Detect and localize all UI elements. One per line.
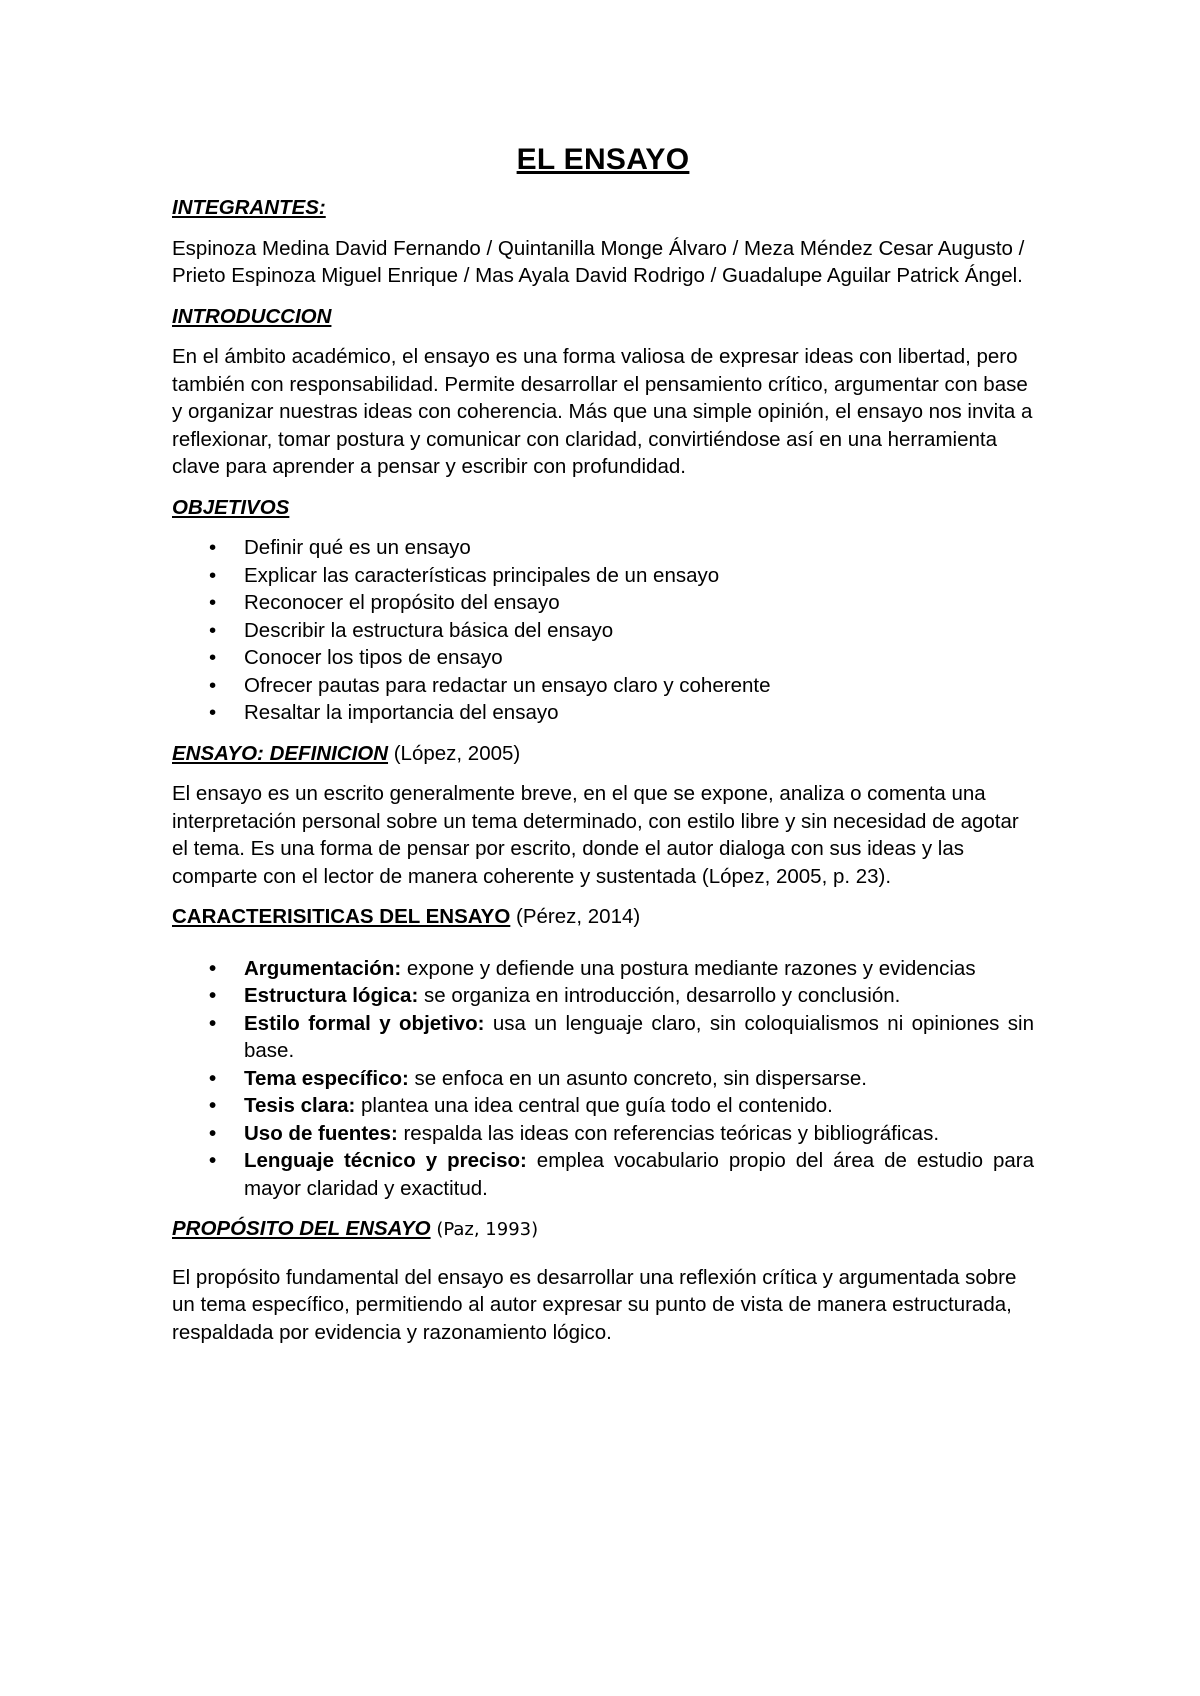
bullet-icon: • [209,563,217,587]
list-item-desc: respalda las ideas con referencias teóricas y bibliográficas. [397,1121,940,1145]
list-item-desc: plantea una idea central que guía todo el contenido. [355,1094,833,1117]
list-item-text: Definir qué es un ensayo [244,536,471,559]
introduccion-heading [172,303,1034,331]
definicion-text: El ensayo es un escrito generalmente breve, en el que se expone, analiza o comenta una interpretación personal sobre un tema determinado, con estilo libre y sin necesidad de agotar el tema. Es una forma de pensar por escrito, donde el autor dialoga con sus ideas y las comparte con el lector de manera coherente y sustentada (López, 2005, p. 23). [172,782,1019,888]
objetivos-heading-text: OBJETIVOS [172,495,290,519]
list-item-desc: usa un lenguaje claro, sin coloquialismos ni opiniones sin base. [244,1011,1034,1062]
list-item-term: Estilo formal y objetivo: [244,1011,485,1035]
list-item-desc: se organiza en introducción, desarrollo y conclusión. [418,984,901,1007]
list-item-term: Tesis clara: [244,1094,356,1117]
list-item-text: Explicar las características principales de un ensayo [244,563,720,587]
document-title: EL ENSAYO [516,143,690,176]
bullet-icon: • [209,1149,217,1172]
bullet-icon: • [209,673,217,697]
integrantes-heading [172,194,1034,222]
list-item-desc: emplea vocabulario propio del área de estudio para mayor claridad y exactitud. [244,1149,1034,1200]
bullet-icon: • [209,1011,217,1035]
bullet-icon: • [209,1094,217,1117]
list-item-text: Reconocer el propósito del ensayo [244,591,560,614]
list-item [172,1065,1034,1093]
list-item-term: Tema específico: [244,1066,409,1090]
definicion-citation: (López, 2005) [388,741,521,765]
list-item-term: Estructura lógica: [244,984,419,1007]
introduccion-heading-text: INTRODUCCION [172,304,332,328]
list-item-term: Uso de fuentes: [244,1121,398,1145]
list-item-term: Argumentación: [244,956,402,980]
proposito-citation: (Paz, 1993) [430,1219,539,1240]
list-item-desc: expone y defiende una postura mediante razones y evidencias [401,956,976,980]
bullet-icon: • [209,646,217,669]
caracteristicas-heading [172,903,1034,931]
list-item [172,1147,1034,1202]
list-item-term: Lenguaje técnico y preciso: [244,1149,527,1172]
proposito-text: El propósito fundamental del ensayo es desarrollar una reflexión crítica y argumentada sobre un tema específico, permitiendo al autor expresar su punto de vista de manera estructurada, respaldada por evidencia y razonamiento lógico. [172,1265,1017,1344]
definicion-heading [172,740,1034,768]
list-item [172,699,1034,727]
definicion-heading-text: ENSAYO: DEFINICION [172,741,389,765]
integrantes-text: Espinoza Medina David Fernando / Quintanilla Monge Álvaro / Meza Méndez Cesar Augusto / Prieto Espinoza Miguel Enrique / Mas Ayala David Rodrigo / Guadalupe Aguilar Patrick Ángel. [172,236,1025,287]
integrantes-heading-text: INTEGRANTES: [172,196,326,219]
list-item [172,982,1034,1010]
bullet-icon: • [209,956,217,980]
list-item-desc: se enfoca en un asunto concreto, sin dispersarse. [408,1066,867,1090]
bullet-icon: • [209,1066,217,1090]
list-item [172,1120,1034,1148]
caracteristicas-list [172,955,1034,1203]
list-item-text: Resaltar la importancia del ensayo [244,701,559,724]
list-item-text: Describir la estructura básica del ensayo [244,618,614,642]
caracteristicas-citation: (Pérez, 2014) [510,905,641,928]
list-item [172,955,1034,983]
objetivos-heading [172,494,1034,522]
list-item [172,562,1034,590]
bullet-icon: • [209,701,217,724]
list-item-text: Ofrecer pautas para redactar un ensayo claro y coherente [244,673,771,697]
introduccion-text: En el ámbito académico, el ensayo es una forma valiosa de expresar ideas con libertad, pero también con responsabilidad. Permite desarrollar el pensamiento crítico, argumentar con base y organizar nuestras ideas con coherencia. Más que una simple opinión, el ensayo nos invita a reflexionar, tomar postura y comunicar con claridad, convirtiéndose así en una herramienta clave para aprender a pensar y escribir con profundidad. [172,345,1033,478]
bullet-icon: • [209,591,217,614]
bullet-icon: • [209,536,217,559]
list-item [172,1010,1034,1065]
objetivos-list [172,534,1034,727]
proposito-heading [172,1215,1034,1244]
list-item [172,672,1034,700]
list-item [172,534,1034,562]
caracteristicas-heading-text: CARACTERISITICAS DEL ENSAYO [172,905,511,928]
list-item [172,589,1034,617]
bullet-icon: • [209,984,217,1007]
list-item-text: Conocer los tipos de ensayo [244,646,503,669]
bullet-icon: • [209,618,217,642]
list-item [172,644,1034,672]
list-item [172,617,1034,645]
proposito-heading-text: PROPÓSITO DEL ENSAYO [172,1217,431,1240]
list-item [172,1092,1034,1120]
bullet-icon: • [209,1121,217,1145]
